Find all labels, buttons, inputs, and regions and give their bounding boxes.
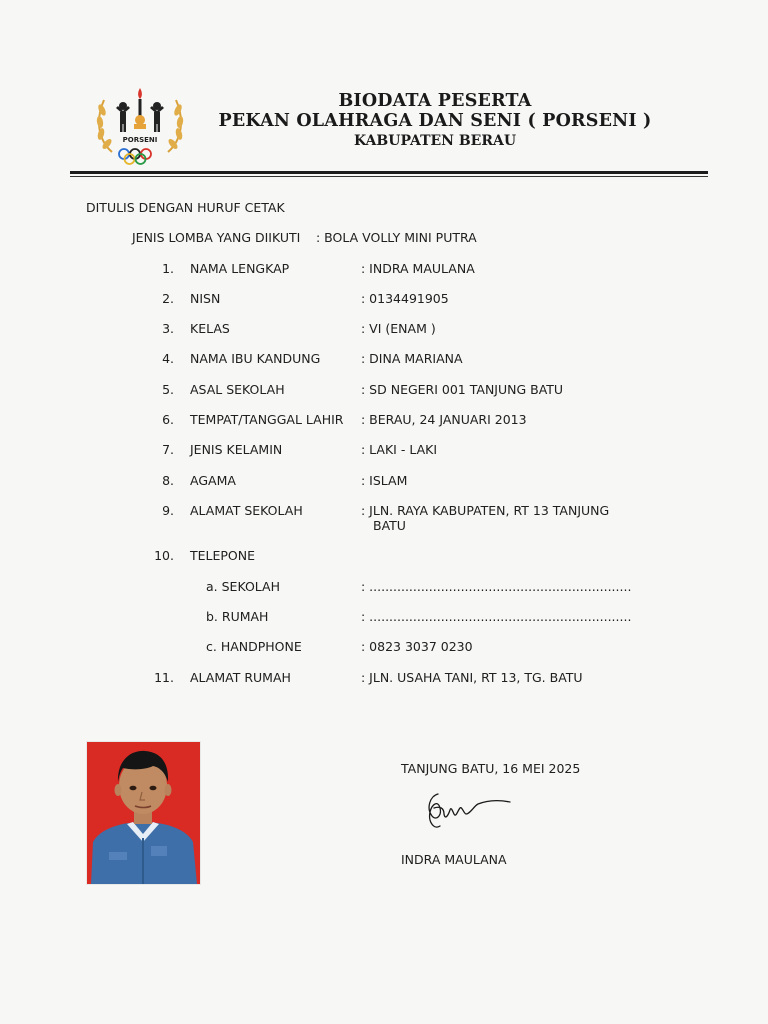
- participant-photo: [86, 741, 201, 885]
- competition-value: : BOLA VOLLY MINI PUTRA: [316, 230, 477, 245]
- field-value-kelas: : VI (ENAM ): [361, 321, 436, 336]
- svg-text:PORSENI: PORSENI: [122, 136, 158, 144]
- event-title: PEKAN OLAHRAGA DAN SENI ( PORSENI ): [218, 111, 652, 131]
- field-number: 9.: [162, 503, 174, 518]
- field-label-agama: AGAMA: [190, 473, 236, 488]
- field-value-jenis-kelamin: : LAKI - LAKI: [361, 442, 438, 457]
- field-label-nisn: NISN: [190, 291, 221, 306]
- field-value-alamat-sekolah: : JLN. RAYA KABUPATEN, RT 13 TANJUNG: [361, 503, 610, 518]
- field-number: 10.: [154, 548, 174, 563]
- form-title: BIODATA PESERTA: [338, 91, 532, 111]
- phone-value-rumah: : ..................................................................: [361, 609, 632, 624]
- header-divider: [70, 171, 708, 174]
- field-number: 5.: [162, 382, 174, 397]
- field-value-asal-sekolah: : SD NEGERI 001 TANJUNG BATU: [361, 382, 564, 397]
- phone-label-sekolah: a. SEKOLAH: [206, 579, 280, 594]
- handwritten-signature: [418, 786, 514, 832]
- field-label-nama-lengkap: NAMA LENGKAP: [190, 261, 290, 276]
- field-value-nisn: : 0134491905: [361, 291, 449, 306]
- regency-title: KABUPATEN BERAU: [353, 133, 517, 149]
- field-value-alamat-rumah: : JLN. USAHA TANI, RT 13, TG. BATU: [361, 670, 583, 685]
- field-number: 8.: [162, 473, 174, 488]
- field-number: 7.: [162, 442, 174, 457]
- field-label-jenis-kelamin: JENIS KELAMIN: [190, 442, 283, 457]
- field-number: 6.: [162, 412, 174, 427]
- field-value-alamat-sekolah-cont: BATU: [373, 518, 406, 533]
- phone-label-rumah: b. RUMAH: [206, 609, 269, 624]
- field-number: 11.: [154, 670, 174, 685]
- phone-value-handphone: : 0823 3037 0230: [361, 639, 473, 654]
- field-label-ttl: TEMPAT/TANGGAL LAHIR: [190, 412, 344, 427]
- field-value-ttl: : BERAU, 24 JANUARI 2013: [361, 412, 527, 427]
- header-divider-thin: [70, 176, 708, 177]
- field-label-nama-ibu: NAMA IBU KANDUNG: [190, 351, 321, 366]
- field-label-telepone: TELEPONE: [190, 548, 256, 563]
- field-value-agama: : ISLAM: [361, 473, 408, 488]
- porseni-logo: [92, 84, 188, 168]
- field-number: 4.: [162, 351, 174, 366]
- field-label-alamat-sekolah: ALAMAT SEKOLAH: [190, 503, 303, 518]
- field-label-alamat-rumah: ALAMAT RUMAH: [190, 670, 291, 685]
- field-number: 1.: [162, 261, 174, 276]
- instruction-text: DITULIS DENGAN HURUF CETAK: [86, 200, 285, 215]
- signature-name: INDRA MAULANA: [401, 852, 507, 867]
- phone-value-sekolah: : ..................................................................: [361, 579, 632, 594]
- signature-place-date: TANJUNG BATU, 16 MEI 2025: [401, 761, 581, 776]
- field-label-kelas: KELAS: [190, 321, 230, 336]
- phone-label-handphone: c. HANDPHONE: [206, 639, 302, 654]
- competition-label: JENIS LOMBA YANG DIIKUTI: [132, 230, 301, 245]
- field-value-nama-ibu: : DINA MARIANA: [361, 351, 463, 366]
- field-number: 3.: [162, 321, 174, 336]
- field-label-asal-sekolah: ASAL SEKOLAH: [190, 382, 285, 397]
- field-value-nama-lengkap: : INDRA MAULANA: [361, 261, 475, 276]
- field-number: 2.: [162, 291, 174, 306]
